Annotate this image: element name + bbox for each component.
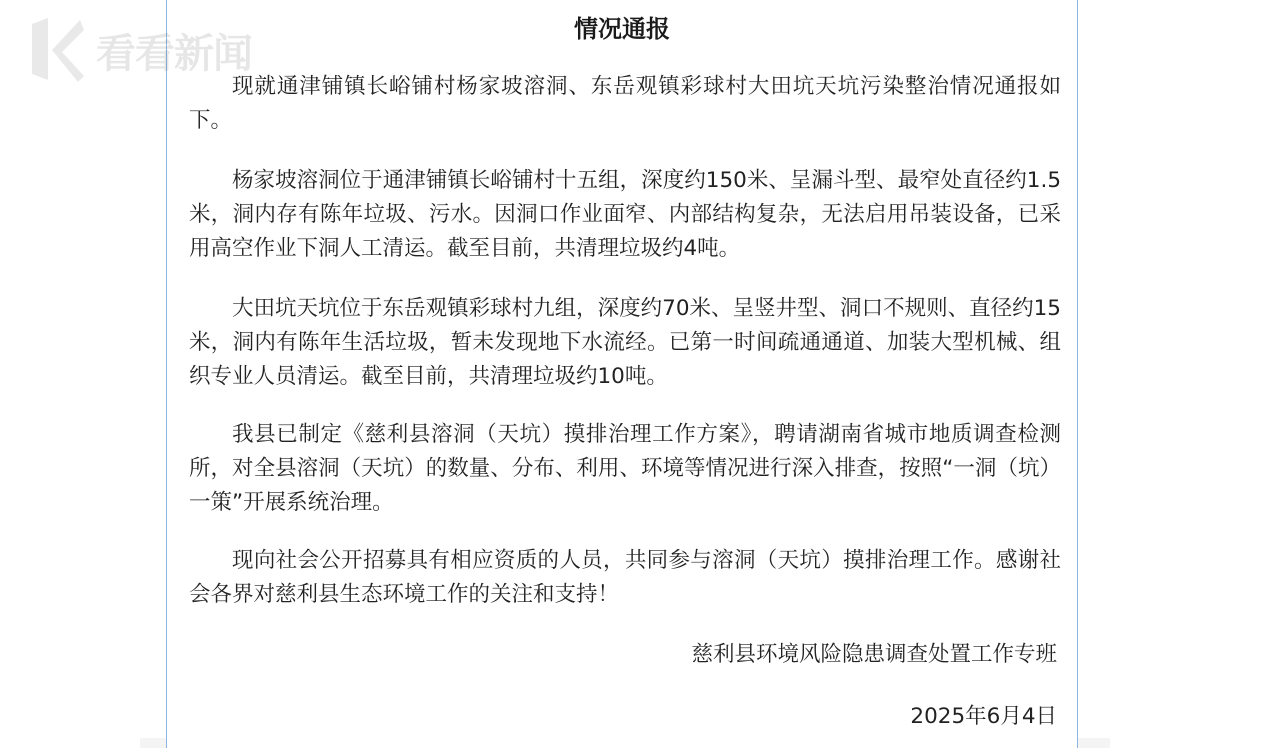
- document-date: 2025年6月4日: [910, 704, 1057, 729]
- paragraph-governance-plan: 我县已制定《慈利县溶洞（天坑）摸排治理工作方案》，聘请湖南省城市地质调查检测所，对全县溶洞（天坑）的数量、分布、利用、环境等情况进行深入排查，按照“一洞（坑）一策”开展系统治理。: [189, 422, 1061, 515]
- kankan-logo-icon: [28, 14, 86, 86]
- watermark-text: 看看新闻: [96, 30, 252, 77]
- paragraph-yangjiapo-cave: 杨家坡溶洞位于通津铺镇长峪铺村十五组，深度约150米、呈漏斗型、最窄处直径约1.5米，洞内存有陈年垃圾、污水。因洞口作业面窄、内部结构复杂，无法启用吊装设备，已采用高空作业下洞人工清运。截至目前，共清理垃圾约4吨。: [189, 168, 1061, 261]
- document-title: 情况通报: [574, 15, 670, 43]
- paragraph-datiankeng-sinkhole: 大田坑天坑位于东岳观镇彩球村九组，深度约70米、呈竖井型、洞口不规则、直径约15米，洞内有陈年生活垃圾，暂未发现地下水流经。已第一时间疏通通道、加装大型机械、组织专业人员清运。截至目前，共清理垃圾约10吨。: [189, 296, 1061, 389]
- signature: 慈利县环境风险隐患调查处置工作专班: [691, 642, 1057, 667]
- paragraph-intro: 现就通津铺镇长峪铺村杨家坡溶洞、东岳观镇彩球村大田坑天坑污染整治情况通报如下。: [189, 74, 1061, 133]
- watermark: [28, 14, 252, 86]
- paragraph-recruitment: 现向社会公开招募具有相应资质的人员，共同参与溶洞（天坑）摸排治理工作。感谢社会各界对慈利县生态环境工作的关注和支持！: [189, 548, 1061, 607]
- document-page: [166, 0, 1078, 748]
